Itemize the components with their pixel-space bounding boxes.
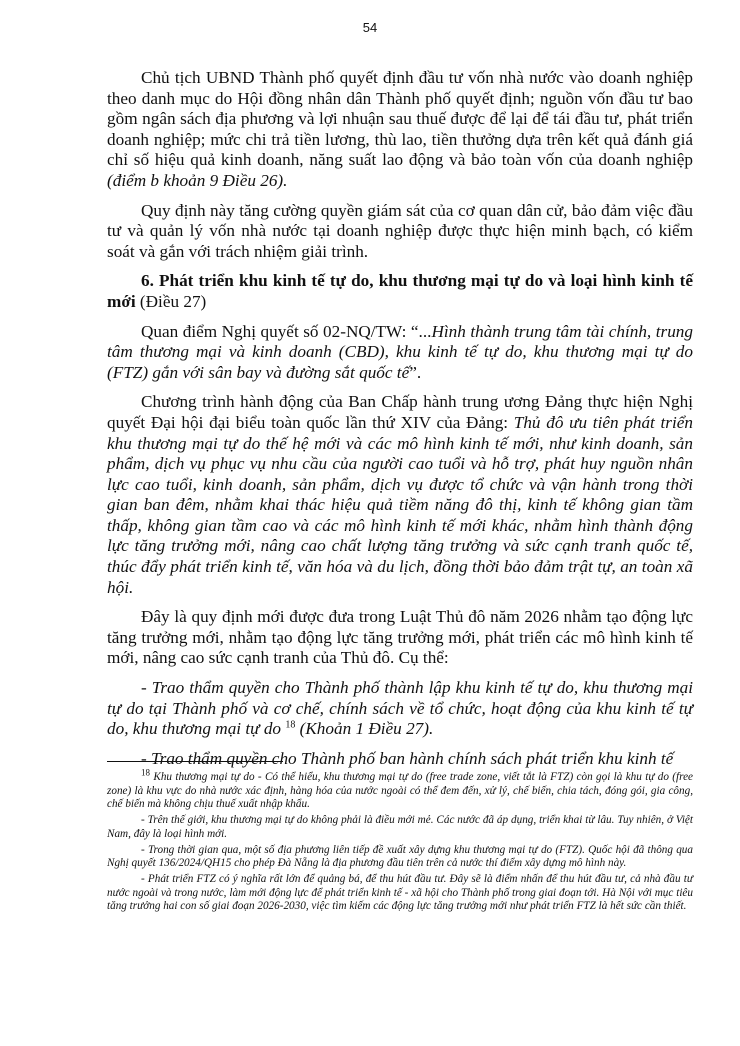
section-heading-6-title: 6. Phát triển khu kinh tế tự do, khu thương mại tự do và loại hình kinh tế mới xyxy=(107,271,693,311)
paragraph-supervision: Quy định này tăng cường quyền giám sát của cơ quan dân cử, bảo đảm việc đầu tư và quản lý vốn nhà nước tại doanh nghiệp được thực hiện minh bạch, có kiểm soát và gắn với trách nhiệm giải trình. xyxy=(107,200,693,261)
paragraph-resolution-02 xyxy=(107,322,693,384)
paragraph-economic-policy xyxy=(107,749,693,770)
resolution-02-lead: Quan điểm Nghị quyết số 02-NQ/TW: “... xyxy=(141,321,432,341)
body-text xyxy=(107,68,693,778)
paragraph-investment xyxy=(107,68,693,192)
section-heading-6-ref: (Điều 27) xyxy=(139,291,207,311)
ftz-authority-ref: (Khoản 1 Điều 27). xyxy=(299,719,434,739)
resolution-02-end: ”. xyxy=(409,362,422,382)
action-program-quote: Thủ đô ưu tiên phát triển khu thương mại tự do thế hệ mới và các mô hình kinh tế mới, như kinh doanh, sản phẩm, dịch vụ phục vụ nhu cầu của người cao tuổi và hỗ trợ, phát huy nguồn nhân lực cao tuổi, kinh doanh, sản phẩm, dịch vụ được tổ chức và vận hành trong thời gian ban đêm, nhằm khai thác hiệu quả tiềm năng đô thị, kinh tế không gian tầm thấp, không gian tầm cao và các mô hình kinh tế mới khác, nhằm hình thành động lực tăng trưởng mới, nâng cao chất lượng tăng trưởng và sức cạnh tranh quốc tế, thúc đẩy phát triển kinh tế, văn hóa và du lịch, đồng thời bảo đảm trật tự, an toàn xã hội. xyxy=(107,412,693,597)
paragraph-ftz-authority xyxy=(107,678,693,740)
paragraph-investment-ref: (điểm b khoản 9 Điều 26). xyxy=(107,170,288,190)
ftz-authority-text: - Trao thẩm quyền cho Thành phố thành lập khu kinh tế tự do, khu thương mại tự do tại Thành phố và cơ chế, chính sách về tổ chức, hoạt động của khu kinh tế tự do, khu thương mại tự do xyxy=(107,678,693,739)
footnote-18-definition xyxy=(107,767,694,812)
paragraph-action-program xyxy=(107,392,693,598)
footnote-18-world: - Trên thế giới, khu thương mại tự do không phải là điều mới mẻ. Các nước đã áp dụng, triển khai từ lâu. Tuy nhiên, ở Việt Nam, đây là loại hình mới. xyxy=(107,814,693,840)
paragraph-new-regulation: Đây là quy định mới được đưa trong Luật Thủ đô năm 2026 nhằm tạo động lực tăng trưởng mới, nhằm tạo động lực tăng trưởng mới, phát triển các mô hình kinh tế mới, nâng cao sức cạnh tranh của Thủ đô. Cụ thể: xyxy=(107,607,693,668)
footnote-18-definition-text: Khu thương mại tự do - Có thể hiểu, khu thương mại tự do (free trade zone, viết tắt là FTZ) còn gọi là khu tự do (free zone) là khu vực do nhà nước xác định, hàng hóa của nước ngoài có thể đem đến, xử lý, chế biến, chia tách, đóng gói, gia công, chế biến mà không chịu thuế xuất nhập khẩu. xyxy=(107,771,694,811)
page-number: 54 xyxy=(362,20,378,35)
footnotes xyxy=(107,767,694,916)
footnote-divider xyxy=(107,761,283,762)
paragraph-investment-text: Chủ tịch UBND Thành phố quyết định đầu tư vốn nhà nước vào doanh nghiệp theo danh mục do Hội đồng nhân dân Thành phố quyết định; nguồn vốn đầu tư bao gồm ngân sách địa phương và lợi nhuận sau thuế được để lại để tái đầu tư, phát triển doanh nghiệp; mức chi trả tiền lương, thù lao, tiền thưởng dựa trên kết quả đánh giá chỉ số hiệu quả kinh doanh, năng suất lao động và bảo toàn vốn của doanh nghiệp xyxy=(107,68,693,170)
resolution-02-quote: Hình thành trung tâm tài chính, trung tâm thương mại và kinh doanh (CBD), khu kinh tế tự do, khu thương mại tự do (FTZ) gắn với sân bay và đường sắt quốc tế xyxy=(107,321,693,382)
footnote-18-proposals: - Trong thời gian qua, một số địa phương liên tiếp đề xuất xây dựng khu thương mại tự do (FTZ). Quốc hội đã thông qua Nghị quyết 136/2024/QH15 cho phép Đà Nẵng là địa phương đầu tiên trên cả nước thí điểm xây dựng mô hình này. xyxy=(107,843,693,870)
footnote-ref-18[interactable]: 18 xyxy=(285,719,296,731)
economic-policy-text: - Trao thẩm quyền cho Thành phố ban hành chính sách phát triển khu kinh tế xyxy=(141,748,674,768)
action-program-lead: Chương trình hành động của Ban Chấp hành trung ương Đảng thực hiện Nghị quyết Đại hội đại biểu toàn quốc lần thứ XIV của Đảng: xyxy=(107,392,693,432)
section-heading-6 xyxy=(107,271,693,312)
footnote-18-benefits: - Phát triển FTZ có ý nghĩa rất lớn để quảng bá, để thu hút đầu tư. Đây sẽ là điểm nhấn để thu hút đầu tư, cả nhà đầu tư nước ngoài và trong nước, làm mới động lực để phát triển kinh tế - xã hội cho Thành phố trong giai đoạn tới. Hà Nội với mục tiêu tăng trưởng hai con số giai đoạn 2026-2030, việc tìm kiếm các động lực tăng trưởng mới như phát triển FTZ là hết sức cần thiết. xyxy=(107,872,693,913)
footnote-number: 18 xyxy=(141,767,150,778)
